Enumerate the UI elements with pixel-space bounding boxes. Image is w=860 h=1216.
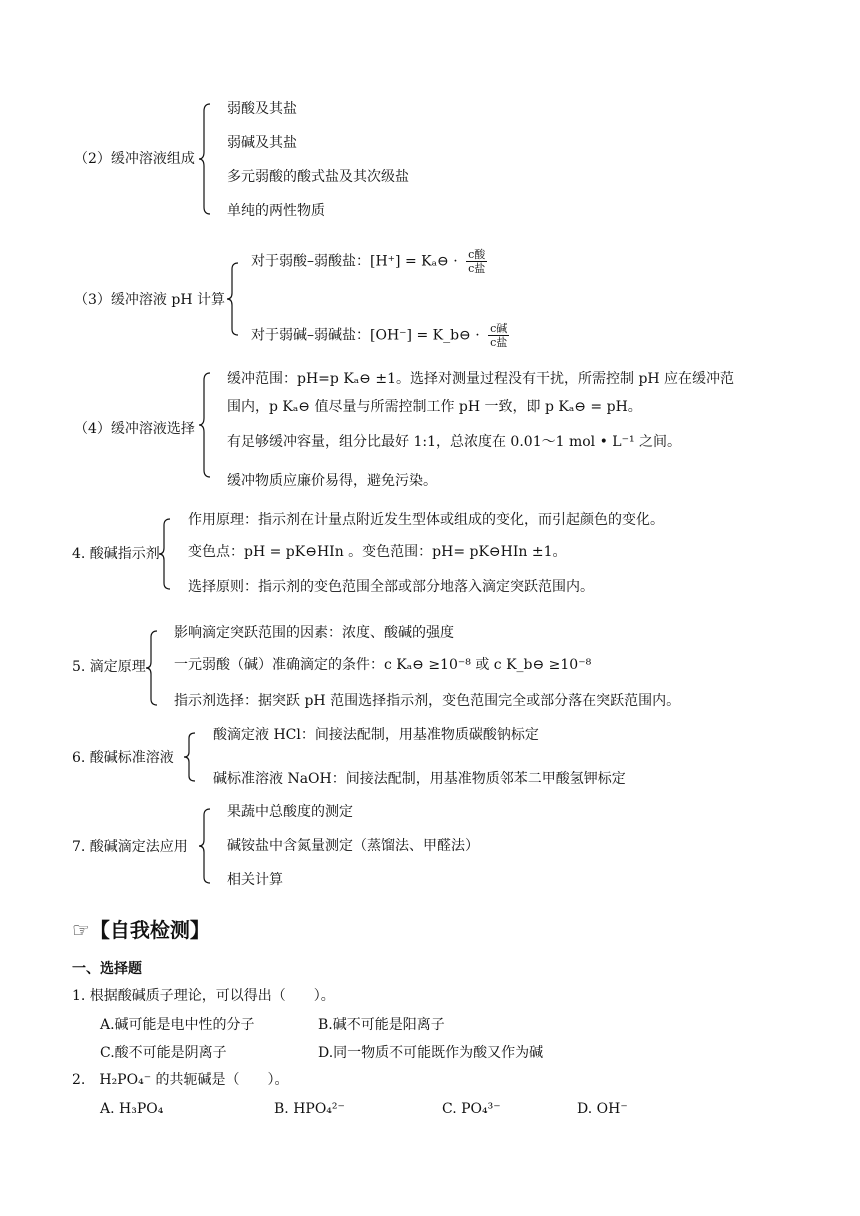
titration-principle-label: 5. 滴定原理: [72, 659, 146, 675]
formula-base: 对于弱碱–弱碱盐：[OH⁻] = K_b⊖ · $\frac{\text{c碱}}{\text{c盐}}$: [251, 322, 508, 349]
list-item: 碱标准溶液 NaOH：间接法配制，用基准物质邻苯二甲酸氢钾标定: [213, 771, 626, 787]
list-item: 有足够缓冲容量，组分比最好 1:1，总浓度在 0.01～1 mol • L⁻¹ 之间。: [227, 434, 682, 450]
self-test-title: ☞【自我检测】: [72, 918, 210, 942]
list-item: 缓冲物质应廉价易得，避免污染。: [227, 473, 437, 489]
option-d[interactable]: D.同一物质不可能既作为酸又作为碱: [318, 1045, 544, 1061]
list-item: 作用原理：指示剂在计量点附近发生型体或组成的变化，而引起颜色的变化。: [188, 512, 664, 528]
list-item: 弱酸及其盐: [227, 101, 297, 117]
list-item: 单纯的两性物质: [227, 203, 325, 219]
formula-acid: 对于弱酸–弱酸盐：[H⁺] = Kₐ⊖ · $\frac{\text{c酸}}{\text{c盐}}$: [251, 248, 486, 275]
option-b[interactable]: B.碱不可能是阳离子: [318, 1017, 445, 1033]
indicator-label: 4. 酸碱指示剂: [72, 546, 160, 562]
list-item: 变色点：pH = pK⊖HIn 。变色范围：pH= pK⊖HIn ±1。: [188, 544, 567, 560]
brace: [183, 732, 197, 782]
buffer-selection-label: （4）缓冲溶液选择: [74, 421, 195, 437]
buffer-ph-label: （3）缓冲溶液 pH 计算: [74, 292, 225, 308]
brace: [198, 808, 212, 884]
option-b[interactable]: B. HPO₄²⁻: [274, 1101, 345, 1117]
brace: [226, 262, 240, 336]
list-item: 指示剂选择：据突跃 pH 范围选择指示剂，变色范围完全或部分落在突跃范围内。: [174, 693, 681, 709]
option-d[interactable]: D. OH⁻: [577, 1101, 628, 1117]
list-item: 碱铵盐中含氮量测定（蒸馏法、甲醛法）: [227, 838, 479, 854]
option-c[interactable]: C. PO₄³⁻: [442, 1101, 501, 1117]
question-stem: 2. H₂PO₄⁻ 的共轭碱是（ ）。: [72, 1072, 289, 1088]
section-heading: 一、选择题: [72, 961, 142, 977]
brace: [145, 630, 159, 706]
buffer-composition-label: （2）缓冲溶液组成: [74, 151, 195, 167]
list-item: 围内，p Kₐ⊖ 值尽量与所需控制工作 pH 一致，即 p Kₐ⊖ = pH。: [227, 399, 642, 415]
list-item: 酸滴定液 HCl：间接法配制，用基准物质碳酸钠标定: [213, 727, 539, 743]
list-item: 一元弱酸（碱）准确滴定的条件：c Kₐ⊖ ≥10⁻⁸ 或 c K_b⊖ ≥10⁻⁸: [174, 657, 592, 673]
list-item: 相关计算: [227, 872, 283, 888]
standard-solutions-label: 6. 酸碱标准溶液: [72, 750, 174, 766]
brace: [198, 103, 212, 215]
option-a[interactable]: A. H₃PO₄: [100, 1101, 164, 1117]
list-item: 多元弱酸的酸式盐及其次级盐: [227, 169, 409, 185]
list-item: 果蔬中总酸度的测定: [227, 804, 353, 820]
fraction: $\frac{\text{c碱}}{\text{c盐}}$: [490, 322, 508, 349]
question-stem: 1. 根据酸碱质子理论，可以得出（ ）。: [72, 988, 335, 1004]
list-item: 缓冲范围：pH=p Kₐ⊖ ±1。选择对测量过程没有干扰，所需控制 pH 应在缓冲范: [227, 371, 735, 387]
list-item: 影响滴定突跃范围的因素：浓度、酸碱的强度: [174, 625, 454, 641]
option-c[interactable]: C.酸不可能是阴离子: [100, 1045, 227, 1061]
option-a[interactable]: A.碱可能是电中性的分子: [100, 1017, 255, 1033]
list-item: 弱碱及其盐: [227, 135, 297, 151]
brace: [198, 372, 212, 478]
fraction: $\frac{\text{c酸}}{\text{c盐}}$: [468, 248, 486, 275]
brace: [158, 518, 172, 590]
list-item: 选择原则：指示剂的变色范围全部或部分地落入滴定突跃范围内。: [188, 579, 594, 595]
applications-label: 7. 酸碱滴定法应用: [72, 839, 188, 855]
